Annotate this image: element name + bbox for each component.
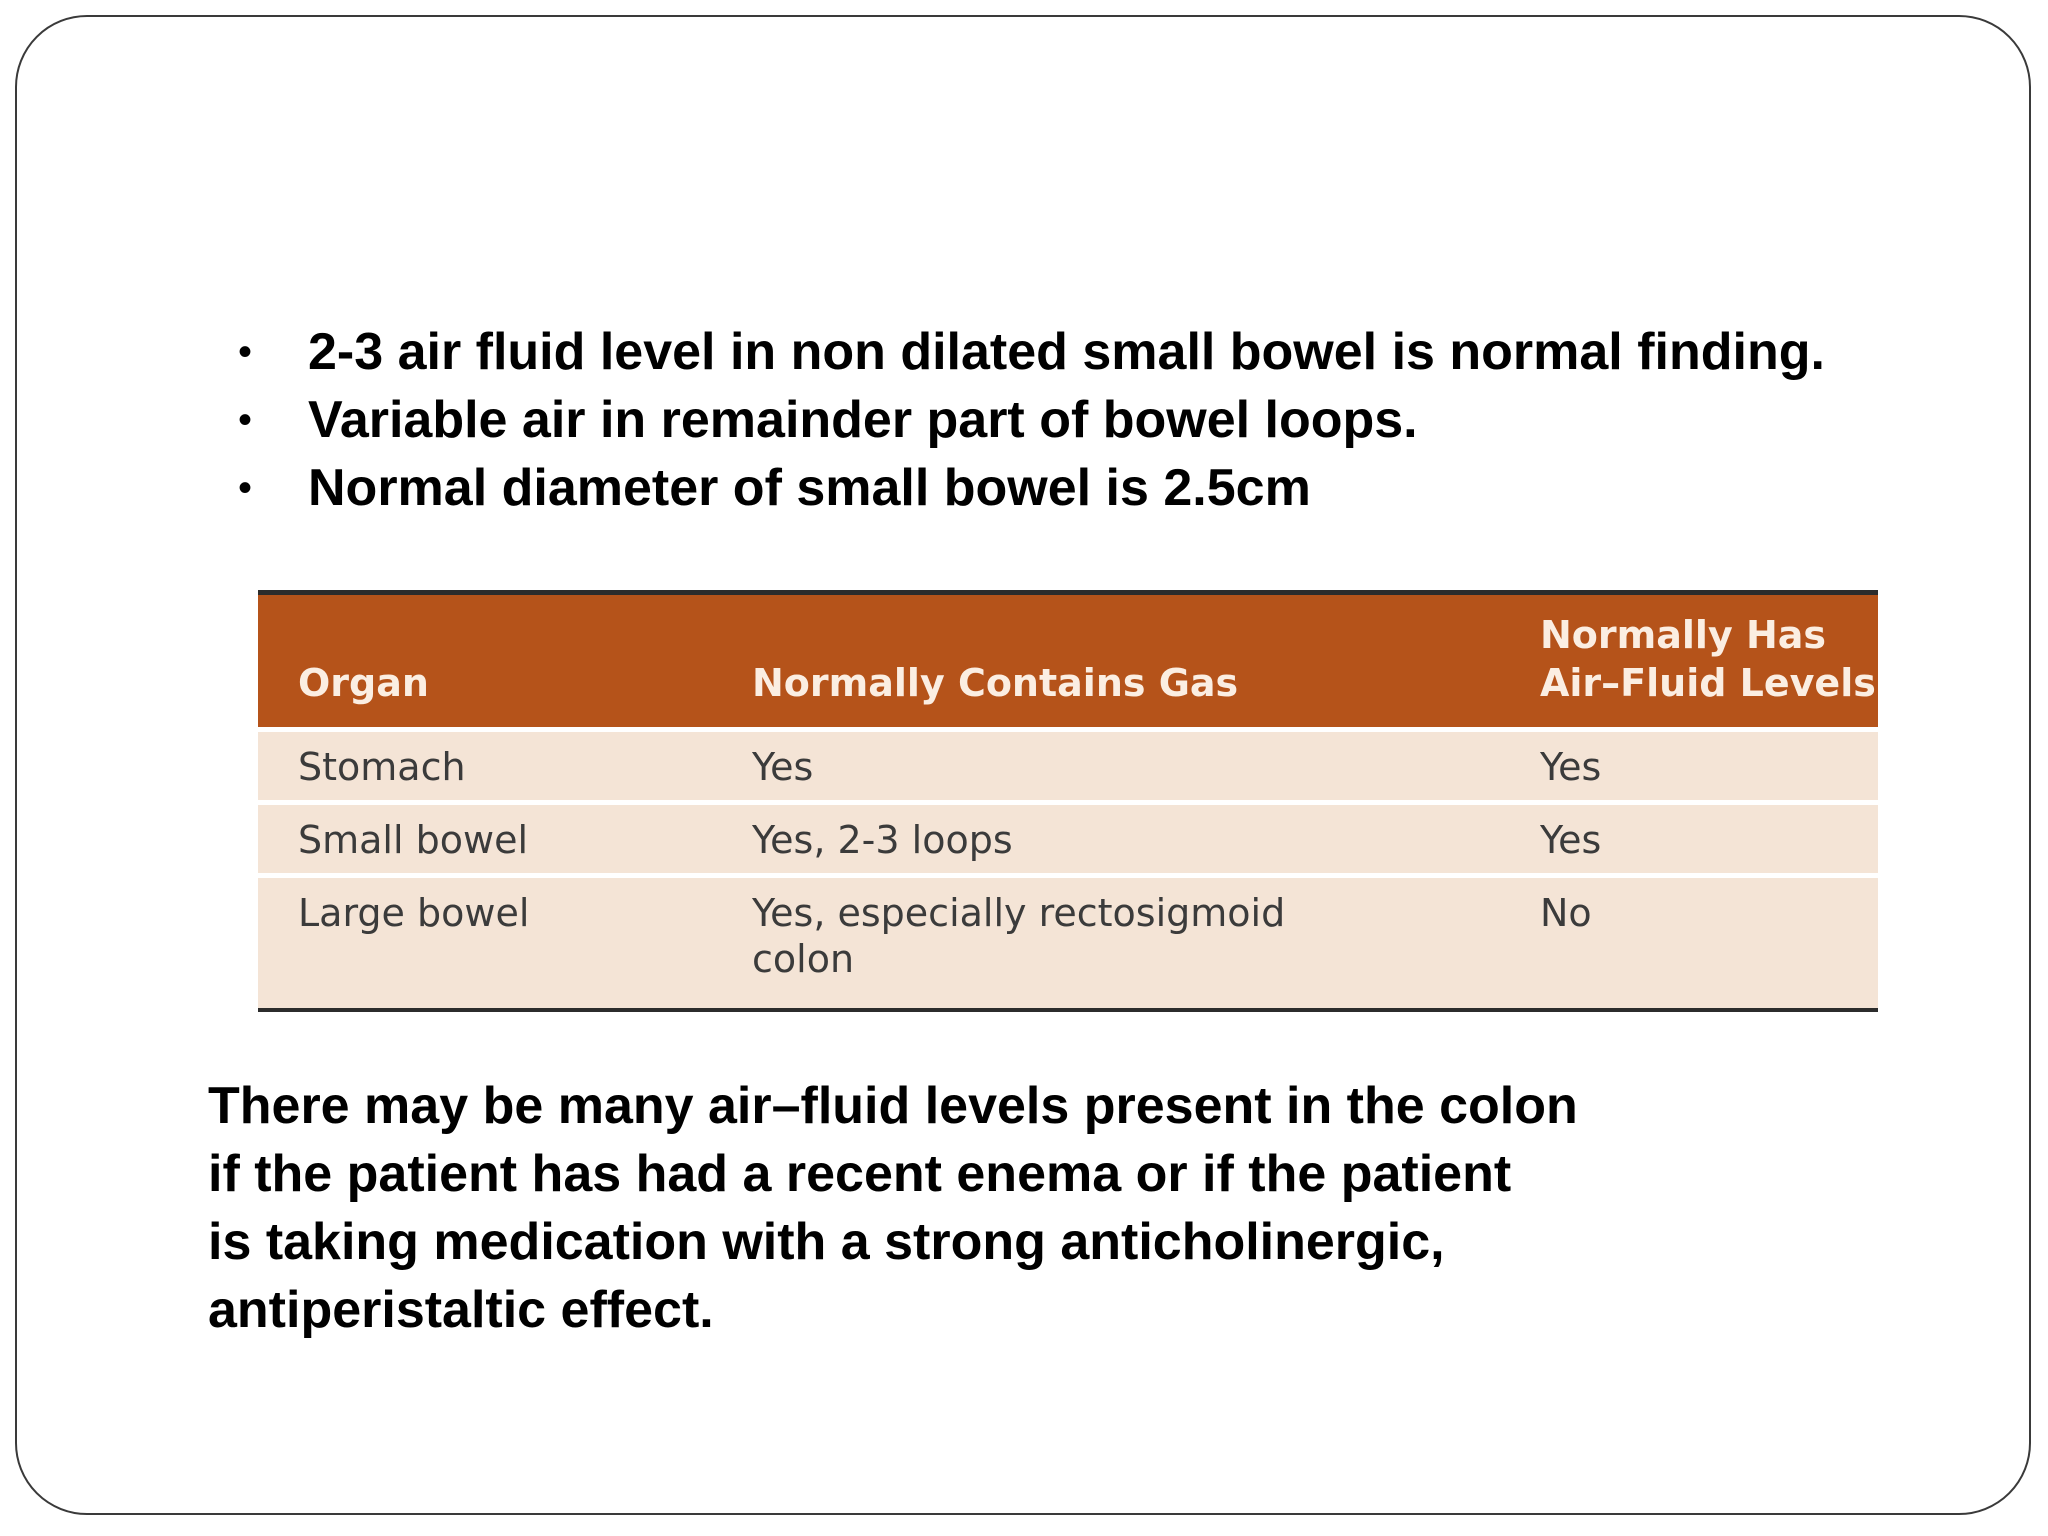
bullet-text: 2-3 air fluid level in non dilated small bowel is normal finding. (308, 323, 1825, 381)
bullet-item (238, 318, 1825, 386)
cell-gas (712, 876, 1500, 1009)
bullet-text: Variable air in remainder part of bowel loops. (308, 391, 1418, 449)
cell-gas-line1: Yes, 2-3 loops (752, 818, 1013, 862)
cell-fluid: No (1500, 876, 1878, 1009)
bullet-text: Normal diameter of small bowel is 2.5cm (308, 459, 1311, 517)
table-row (258, 730, 1878, 803)
table-row (258, 803, 1878, 876)
bullet-item (238, 386, 1825, 454)
bullet-item (238, 454, 1825, 522)
note-line: if the patient has had a recent enema or if the patient (208, 1145, 1512, 1203)
bullet-list (238, 318, 1825, 522)
cell-organ: Small bowel (258, 803, 712, 876)
cell-fluid: Yes (1500, 730, 1878, 803)
cell-gas-line1: Yes (752, 745, 814, 789)
bullet-dot-icon: • (238, 330, 253, 374)
bullet-dot-icon: • (238, 466, 253, 510)
cell-fluid: Yes (1500, 803, 1878, 876)
cell-gas-line2: colon (752, 937, 855, 981)
table-header-row (258, 595, 1878, 730)
header-fluid-line2: Air–Fluid Levels (1540, 661, 1876, 705)
cell-gas (712, 803, 1500, 876)
note-line: There may be many air–fluid levels present in the colon (208, 1077, 1578, 1135)
cell-gas-line1: Yes, especially rectosigmoid (752, 891, 1286, 935)
cell-organ: Large bowel (258, 876, 712, 1009)
bullet-dot-icon: • (238, 398, 253, 442)
gas-table (258, 595, 1878, 1008)
explanatory-note (208, 1072, 1748, 1344)
header-fluid-line1: Normally Has (1540, 613, 1827, 657)
header-organ: Organ (298, 661, 429, 705)
note-line: antiperistaltic effect. (208, 1281, 714, 1339)
cell-organ: Stomach (258, 730, 712, 803)
header-fluid (1500, 595, 1878, 730)
cell-gas (712, 730, 1500, 803)
gas-table-container (258, 590, 1878, 1012)
table-row (258, 876, 1878, 1009)
note-line: is taking medication with a strong anticholinergic, (208, 1213, 1445, 1271)
header-gas: Normally Contains Gas (752, 661, 1239, 705)
